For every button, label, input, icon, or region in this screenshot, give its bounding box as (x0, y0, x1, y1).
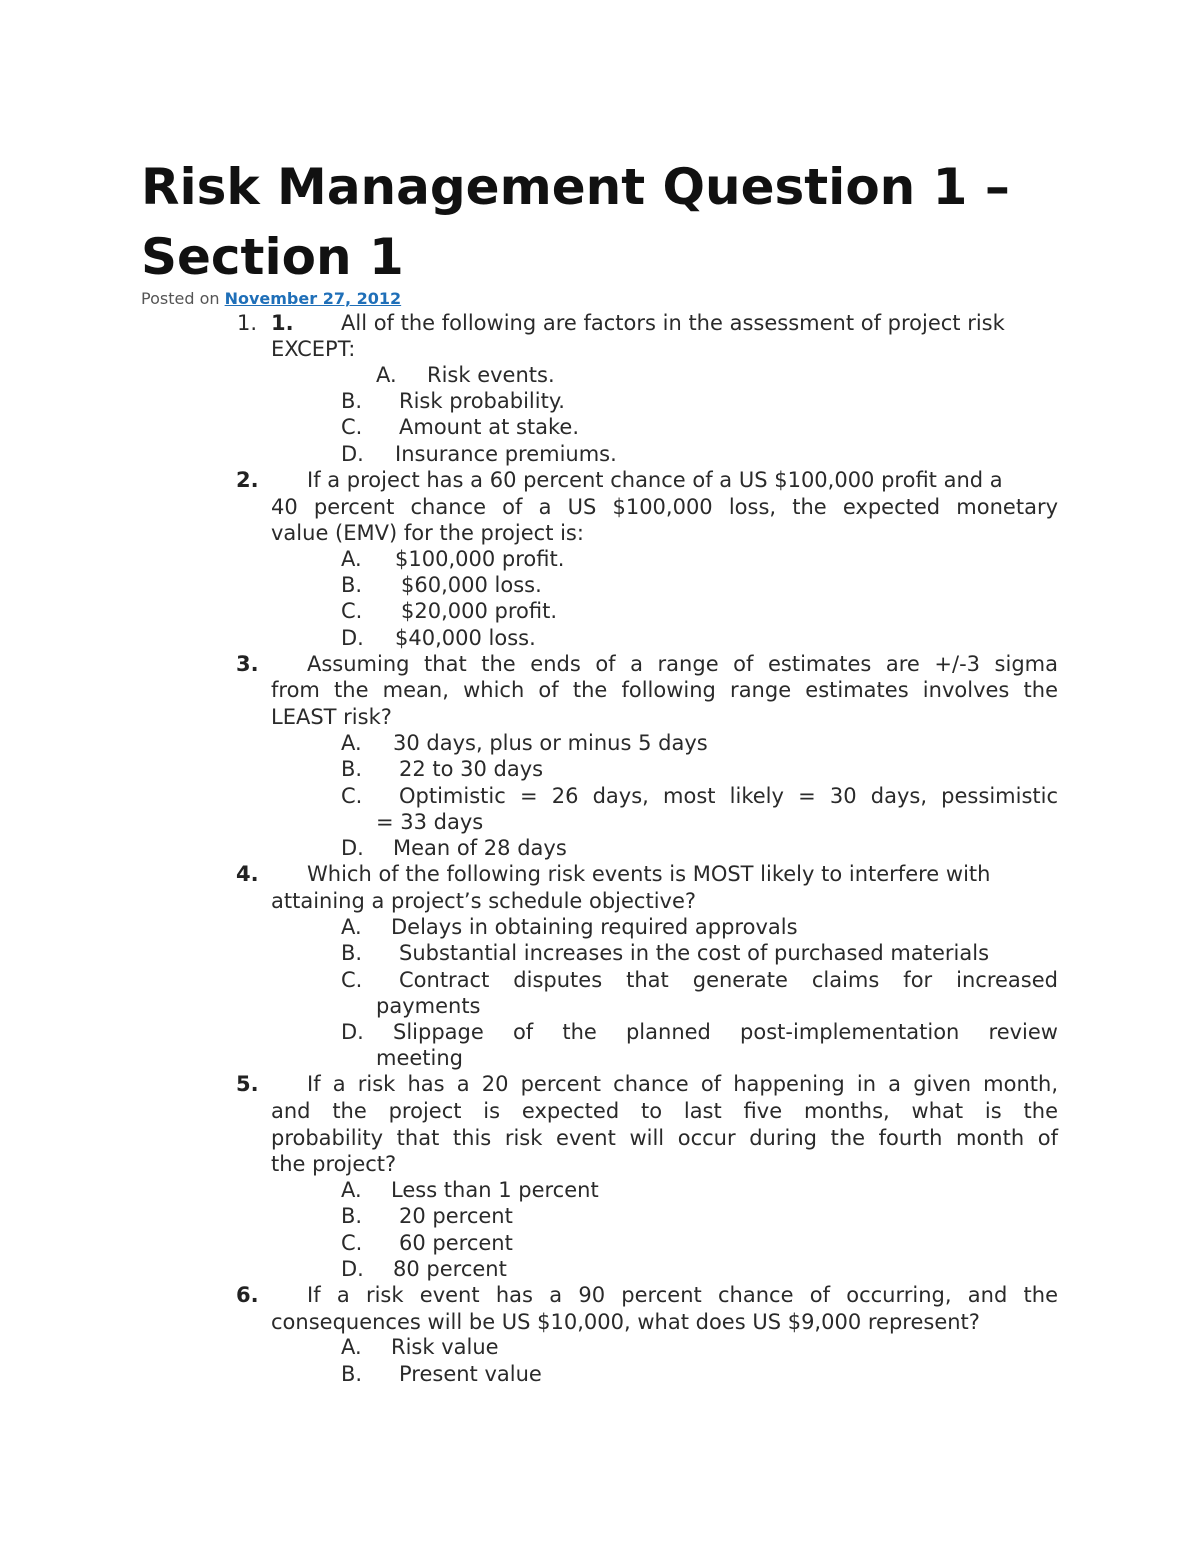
option-text: $40,000 loss. (395, 626, 536, 650)
posted-on (141, 288, 401, 310)
option-text: Contract disputes that generate claims for increased (399, 968, 1058, 992)
option-text: Delays in obtaining required approvals (391, 915, 798, 939)
option-letter: C. (341, 599, 363, 623)
option-letter: D. (341, 1257, 364, 1281)
option-letter: A. (341, 1178, 362, 1202)
question-text-line: Assuming that the ends of a range of estimates are +/-3 sigma (307, 652, 1058, 676)
option-letter: B. (341, 941, 363, 965)
question-number: 2. (236, 468, 259, 492)
question-text-line: attaining a project’s schedule objective? (271, 889, 697, 913)
option-letter: B. (341, 1362, 363, 1386)
option-letter: B. (341, 1204, 363, 1228)
option-text: payments (376, 994, 481, 1018)
question-text-line: consequences will be US $10,000, what does US $9,000 represent? (271, 1310, 980, 1334)
option-text: 30 days, plus or minus 5 days (393, 731, 708, 755)
option-letter: B. (341, 389, 363, 413)
posted-date-link[interactable]: November 27, 2012 (224, 289, 402, 308)
option-letter: A. (341, 915, 362, 939)
question-number: 3. (236, 652, 259, 676)
option-letter: A. (376, 363, 397, 387)
option-text: Mean of 28 days (393, 836, 567, 860)
question-text-line: If a risk event has a 90 percent chance of occurring, and the (307, 1283, 1058, 1307)
option-text: Insurance premiums. (395, 442, 617, 466)
option-text: Less than 1 percent (391, 1178, 599, 1202)
question-text-line (341, 310, 1058, 336)
question-text-line: LEAST risk? (271, 705, 392, 729)
question-text-line: If a risk has a 20 percent chance of happening in a given month, (307, 1072, 1058, 1096)
question-text-line: Which of the following risk events is MOST likely to interfere with (307, 862, 991, 886)
question-text-line: 40 percent chance of a US $100,000 loss, the expected monetary (271, 495, 1058, 519)
option-letter: C. (341, 415, 363, 439)
question-number: 5. (236, 1072, 259, 1096)
question-number: 6. (236, 1283, 259, 1307)
option-letter: A. (341, 1335, 362, 1359)
list-marker: 1. (237, 311, 258, 335)
option-letter: D. (341, 1020, 364, 1044)
option-letter: D. (341, 442, 364, 466)
option-letter: B. (341, 757, 363, 781)
question-number: 4. (236, 862, 259, 886)
posted-prefix: Posted on (141, 289, 220, 308)
option-text: Risk events. (427, 363, 555, 387)
option-letter: C. (341, 1231, 363, 1255)
question-text-line: from the mean, which of the following range estimates involves the (271, 678, 1058, 702)
option-letter: D. (341, 836, 364, 860)
option-text: 60 percent (399, 1231, 513, 1255)
option-text: Optimistic = 26 days, most likely = 30 days, pessimistic (399, 784, 1058, 808)
question-text-line: and the project is expected to last five months, what is the (271, 1099, 1058, 1123)
option-letter: C. (341, 784, 363, 808)
option-text: 22 to 30 days (399, 757, 544, 781)
question-text-line: probability that this risk event will occur during the fourth month of (271, 1126, 1058, 1150)
option-text: 80 percent (393, 1257, 507, 1281)
option-letter: A. (341, 731, 362, 755)
option-text: 20 percent (399, 1204, 513, 1228)
option-letter: B. (341, 573, 363, 597)
option-text: Substantial increases in the cost of purchased materials (399, 941, 990, 965)
option-text: Present value (399, 1362, 542, 1386)
option-letter: A. (341, 547, 362, 571)
option-letter: C. (341, 968, 363, 992)
question-text-line: the project? (271, 1152, 397, 1176)
option-letter: D. (341, 626, 364, 650)
option-text: Slippage of the planned post-implementation review (393, 1020, 1058, 1044)
question-text-line: value (EMV) for the project is: (271, 521, 584, 545)
option-text: $20,000 profit. (401, 599, 558, 623)
question-text-line: EXCEPT: (271, 337, 356, 361)
question-text-line: If a project has a 60 percent chance of a US $100,000 profit and a (307, 468, 1003, 492)
page-title: Risk Management Question 1 – Section 1 (141, 158, 1010, 286)
option-text: = 33 days (376, 810, 484, 834)
option-text: $60,000 loss. (401, 573, 542, 597)
option-text: Amount at stake. (399, 415, 580, 439)
option-text: Risk value (391, 1335, 499, 1359)
option-text: Risk probability. (399, 389, 565, 413)
question-number: 1. (271, 311, 294, 335)
option-text: $100,000 profit. (395, 547, 565, 571)
option-text: meeting (376, 1046, 464, 1070)
question-text: All of the following are factors in the assessment of project risk (341, 311, 1005, 335)
